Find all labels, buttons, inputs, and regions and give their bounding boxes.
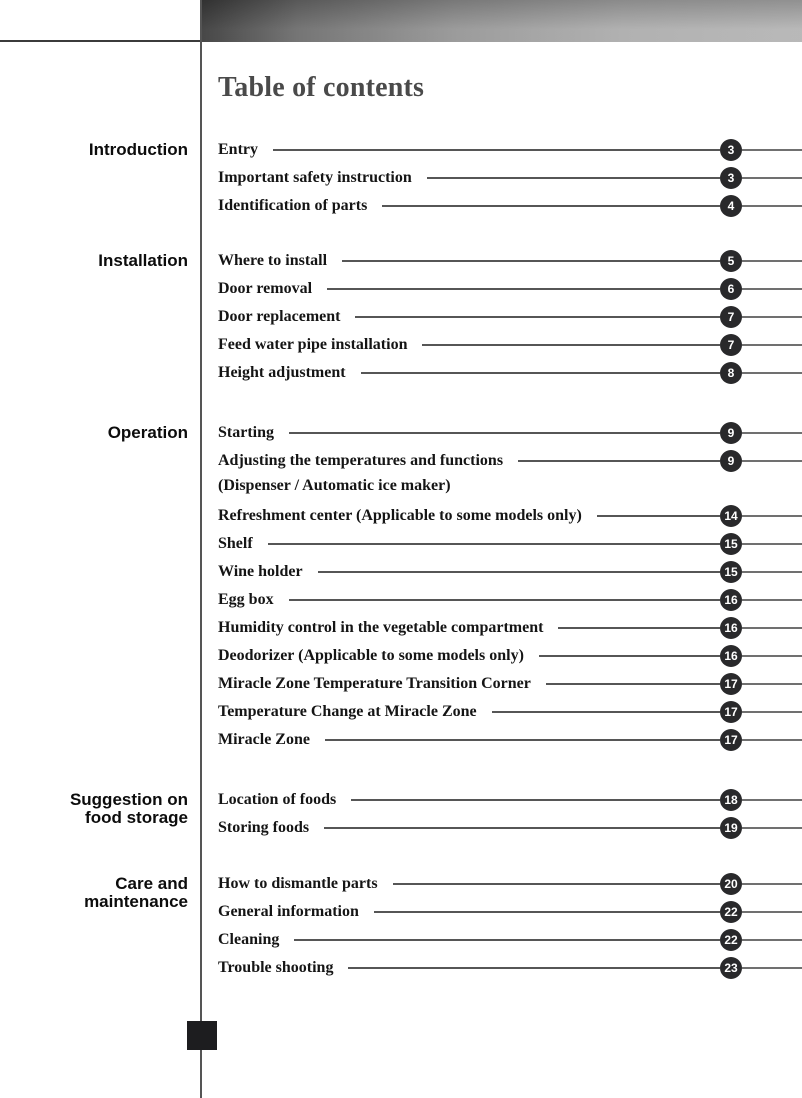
trailing-line (742, 177, 802, 179)
page-number-badge: 15 (720, 533, 742, 555)
toc-entry-title: Identification of parts (218, 197, 368, 214)
trailing-line (742, 967, 802, 969)
leader-line (273, 149, 720, 151)
toc-entry-title: Feed water pipe installation (218, 336, 408, 353)
page-number-badge: 16 (720, 617, 742, 639)
toc-entry-title: Trouble shooting (218, 959, 334, 976)
leader-line (597, 515, 720, 517)
toc-entry-title: Important safety instruction (218, 169, 412, 186)
leader-line (342, 260, 720, 262)
toc-entry (218, 247, 802, 275)
toc-entry-title: How to dismantle parts (218, 875, 378, 892)
trailing-line (742, 149, 802, 151)
trailing-line (742, 739, 802, 741)
page-number-badge: 18 (720, 789, 742, 811)
page-number-badge: 7 (720, 334, 742, 356)
toc-entry (218, 870, 802, 898)
trailing-line (742, 460, 802, 462)
trailing-line (742, 515, 802, 517)
trailing-line (742, 827, 802, 829)
toc-entry (218, 614, 802, 642)
leader-line (546, 683, 720, 685)
section-label: Installation (98, 251, 188, 270)
page-number-badge: 9 (720, 450, 742, 472)
toc-entry-title: Deodorizer (Applicable to some models only) (218, 647, 524, 664)
leader-line (348, 967, 720, 969)
leader-line (492, 711, 720, 713)
toc-entry (218, 926, 802, 954)
toc-entry (218, 954, 802, 982)
page-number-badge: 19 (720, 817, 742, 839)
trailing-line (742, 911, 802, 913)
page-number-badge: 15 (720, 561, 742, 583)
toc-entry (218, 698, 802, 726)
toc-entry (218, 164, 802, 192)
toc-entry-title: Egg box (218, 591, 274, 608)
toc-entry (218, 275, 802, 303)
leader-line (361, 372, 720, 374)
toc-entry (218, 814, 802, 842)
trailing-line (742, 344, 802, 346)
trailing-line (742, 627, 802, 629)
leader-line (539, 655, 720, 657)
leader-line (374, 911, 720, 913)
header-gradient-bar (201, 0, 802, 42)
toc-entry-subtitle: (Dispenser / Automatic ice maker) (218, 477, 451, 494)
leader-line (422, 344, 720, 346)
page-number-badge: 6 (720, 278, 742, 300)
page-number-badge: 9 (720, 422, 742, 444)
trailing-line (742, 432, 802, 434)
leader-line (427, 177, 720, 179)
toc-entry-title: Where to install (218, 252, 328, 269)
leader-line (325, 739, 720, 741)
trailing-line (742, 316, 802, 318)
page-number-badge: 17 (720, 701, 742, 723)
leader-line (268, 543, 720, 545)
page-number-badge: 17 (720, 729, 742, 751)
trailing-line (742, 372, 802, 374)
toc-entry (218, 726, 802, 754)
toc-entry (218, 136, 802, 164)
leader-line (289, 599, 720, 601)
leader-line (518, 460, 720, 462)
leader-line (318, 571, 720, 573)
trailing-line (742, 205, 802, 207)
toc-entry-title: Adjusting the temperatures and functions (Dispenser / Automatic ice maker) (218, 447, 503, 497)
toc-entry (218, 786, 802, 814)
leader-line (324, 827, 720, 829)
toc-entry-title: Miracle Zone Temperature Transition Corner (218, 675, 531, 692)
toc-entry-title: Temperature Change at Miracle Zone (218, 703, 477, 720)
toc-entry-title: General information (218, 903, 359, 920)
toc-entry-title: Location of foods (218, 791, 337, 808)
leader-line (351, 799, 720, 801)
toc-entry-title: Cleaning (218, 931, 280, 948)
toc-entry (218, 331, 802, 359)
page-marker-square (187, 1021, 217, 1050)
leader-line (393, 883, 720, 885)
trailing-line (742, 260, 802, 262)
toc-entry (218, 642, 802, 670)
section-label: Suggestion on food storage (69, 790, 188, 827)
page-number-badge: 22 (720, 901, 742, 923)
section-label: Care and maintenance (84, 874, 188, 911)
toc-entry (218, 558, 802, 586)
page-title: Table of contents (218, 72, 425, 103)
leader-line (294, 939, 720, 941)
page-number-badge: 8 (720, 362, 742, 384)
toc-entry-title: Height adjustment (218, 364, 346, 381)
toc-entry (218, 419, 802, 447)
toc-entry-title: Refreshment center (Applicable to some models only) (218, 507, 582, 524)
page-number-badge: 3 (720, 139, 742, 161)
toc-entry (218, 359, 802, 387)
toc-entry (218, 192, 802, 220)
toc-entry-title: Shelf (218, 535, 253, 552)
page-number-badge: 4 (720, 195, 742, 217)
trailing-line (742, 543, 802, 545)
toc-entry (218, 670, 802, 698)
toc-entry-title: Humidity control in the vegetable compartment (218, 619, 544, 636)
toc-entry (218, 502, 802, 530)
trailing-line (742, 655, 802, 657)
page-number-badge: 3 (720, 167, 742, 189)
page-number-badge: 16 (720, 589, 742, 611)
toc-entry (218, 898, 802, 926)
section-label: Introduction (88, 140, 188, 159)
toc-entry (218, 447, 802, 497)
leader-line (355, 316, 720, 318)
page-number-badge: 23 (720, 957, 742, 979)
toc-entry-title: Door replacement (218, 308, 341, 325)
trailing-line (742, 599, 802, 601)
page-number-badge: 5 (720, 250, 742, 272)
trailing-line (742, 799, 802, 801)
column-divider-line (200, 0, 202, 1098)
toc-entry-title: Miracle Zone (218, 731, 310, 748)
trailing-line (742, 711, 802, 713)
page-number-badge: 14 (720, 505, 742, 527)
toc-entry-title: Storing foods (218, 819, 310, 836)
trailing-line (742, 939, 802, 941)
trailing-line (742, 571, 802, 573)
leader-line (289, 432, 720, 434)
trailing-line (742, 683, 802, 685)
leader-line (558, 627, 720, 629)
page-number-badge: 16 (720, 645, 742, 667)
page-number-badge: 7 (720, 306, 742, 328)
toc-entry-title: Starting (218, 424, 274, 441)
page-number-badge: 20 (720, 873, 742, 895)
leader-line (327, 288, 720, 290)
toc-entry-title: Entry (218, 141, 258, 158)
page-number-badge: 22 (720, 929, 742, 951)
toc-entry-title: Wine holder (218, 563, 303, 580)
toc-entry (218, 303, 802, 331)
trailing-line (742, 883, 802, 885)
leader-line (382, 205, 720, 207)
toc-entry-title: Door removal (218, 280, 313, 297)
top-horizontal-rule (0, 40, 201, 42)
toc-entry (218, 586, 802, 614)
toc-entry (218, 530, 802, 558)
trailing-line (742, 288, 802, 290)
section-label: Operation (107, 423, 188, 442)
page-number-badge: 17 (720, 673, 742, 695)
